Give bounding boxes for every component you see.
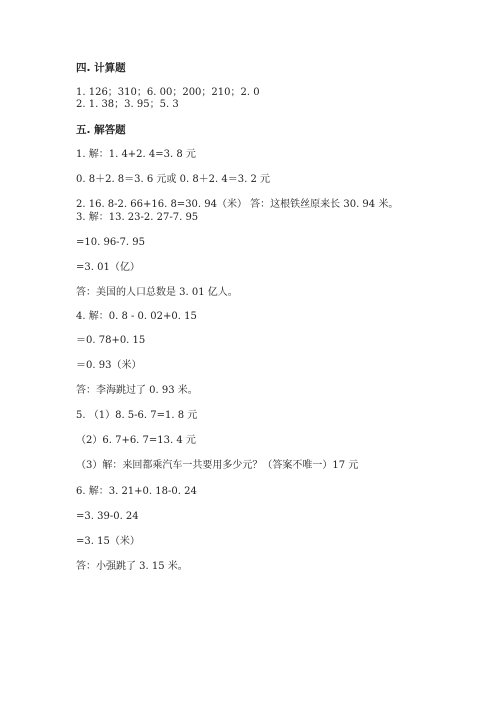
answer-5-part-2: （2）6. 7+6. 7=13. 4 元 (76, 435, 196, 446)
answer-5-part-1: 5. （1）8. 5-6. 7=1. 8 元 (76, 410, 198, 421)
answer-6-line-1: 6. 解：3. 21+0. 18-0. 24 (76, 486, 197, 497)
answer-4-conclusion: 答：李海跳过了 0. 93 米。 (76, 385, 198, 396)
answer-5-part-3: （3）解：来回都乘汽车一共要用多少元？（答案不唯一）17 元 (76, 460, 359, 471)
section-4-line-1: 1. 126；310；6. 00；200；210；2. 0 (76, 87, 260, 98)
answer-4-line-1: 4. 解：0. 8 - 0. 02+0. 15 (76, 311, 197, 322)
answer-4-line-2: ＝0. 78+0. 15 (76, 335, 146, 346)
answer-6-conclusion: 答：小强跳了 3. 15 米。 (76, 561, 188, 572)
answer-6-line-2: =3. 39-0. 24 (76, 511, 139, 522)
answer-6-line-3: =3. 15（米） (76, 536, 140, 547)
answer-3-line-3: =3. 01（亿） (76, 262, 140, 273)
answer-1-line-2: 0. 8＋2. 8＝3. 6 元或 0. 8＋2. 4＝3. 2 元 (76, 174, 271, 185)
section-4-line-2: 2. 1. 38；3. 95；5. 3 (76, 99, 179, 110)
answer-3-conclusion: 答：美国的人口总数是 3. 01 亿人。 (76, 287, 238, 298)
section-4-title: 四. 计算题 (76, 62, 126, 74)
answer-3-line-2: =10. 96-7. 95 (76, 237, 146, 248)
section-5-title: 五. 解答题 (76, 124, 126, 136)
answer-3-line-1: 3. 解：13. 23-2. 27-7. 95 (76, 212, 199, 223)
answer-1-line-1: 1. 解：1. 4+2. 4=3. 8 元 (76, 149, 196, 160)
answer-2-line: 2. 16. 8-2. 66+16. 8=30. 94（米） 答：这根铁丝原来长 30. 94 米。 (76, 199, 399, 210)
answer-4-line-3: ＝0. 93（米） (76, 360, 142, 371)
